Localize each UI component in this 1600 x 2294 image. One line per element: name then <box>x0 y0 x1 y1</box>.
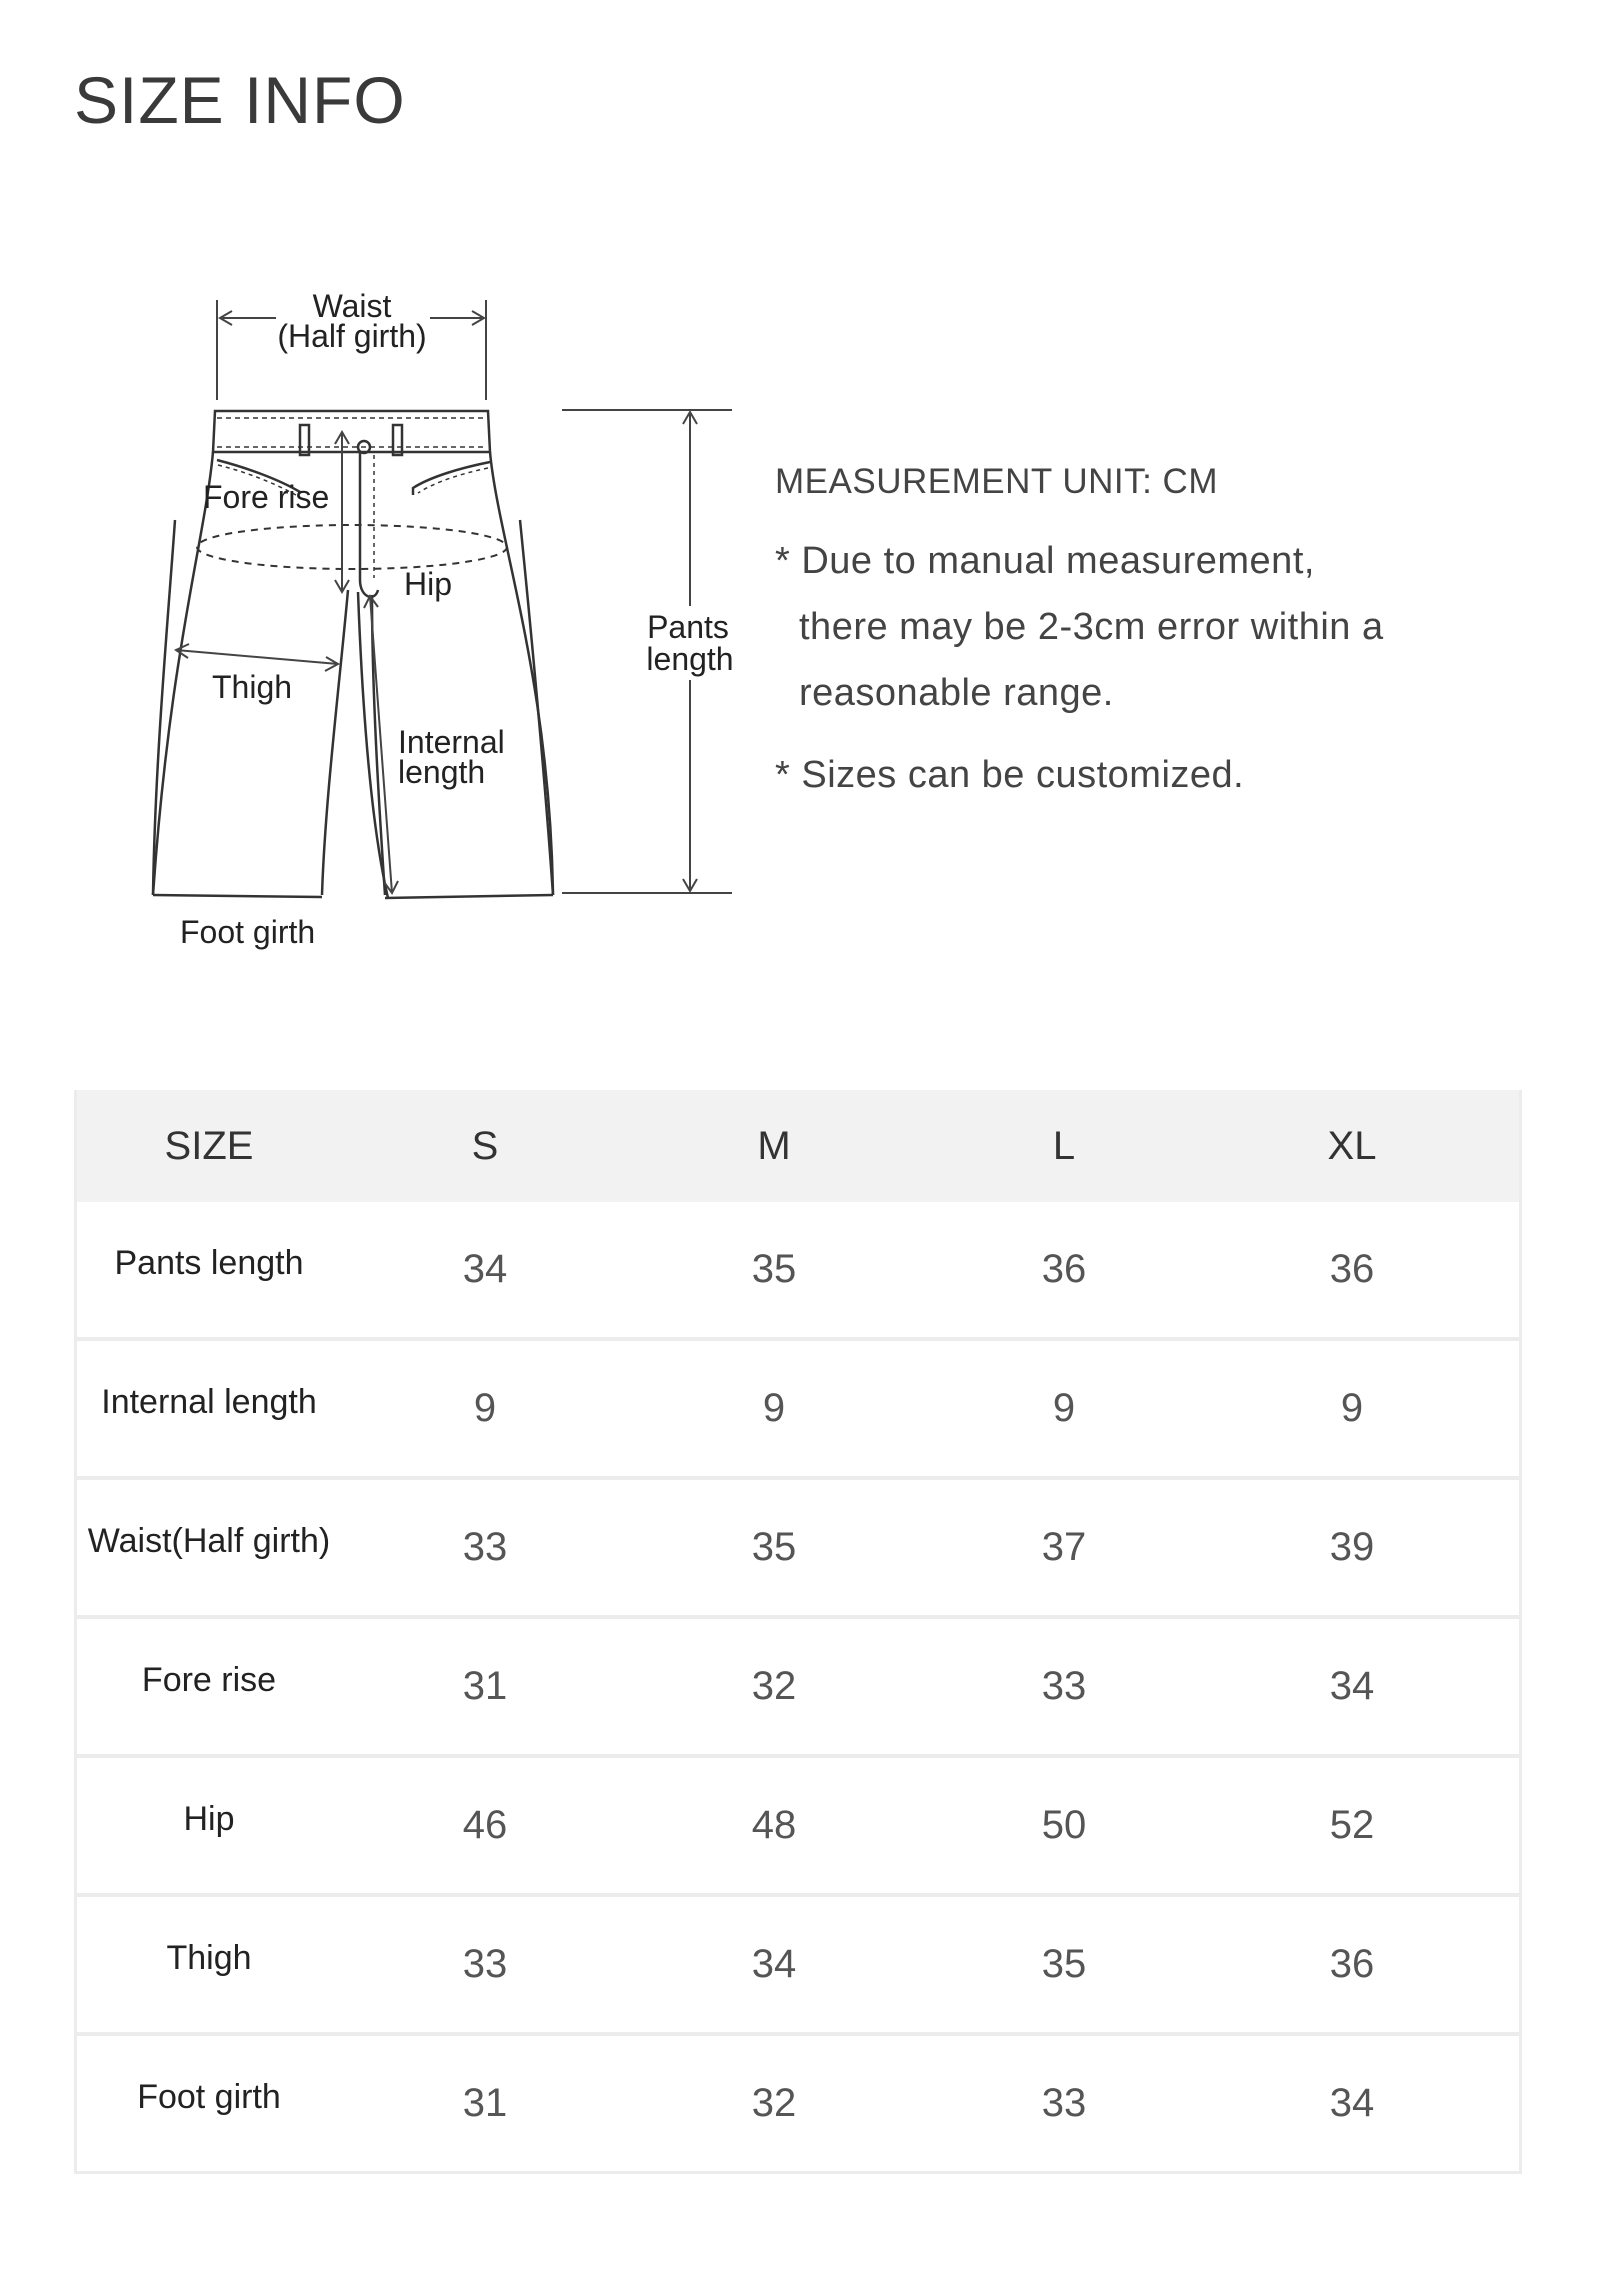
size-table <box>74 1090 1522 2174</box>
table-cell: 52 <box>1329 1803 1375 1847</box>
table-cell: 33 <box>462 1525 508 1569</box>
table-row <box>77 2036 1519 2171</box>
note-manual-measurement: * Due to manual measurement, there may be 2-3cm error within a reasonable range. <box>775 540 1384 714</box>
table-cell: 9 <box>1052 1386 1076 1430</box>
internal-length-label: Internal <box>398 724 505 760</box>
table-cell: 9 <box>762 1386 786 1430</box>
table-cell: 34 <box>1329 2081 1375 2125</box>
table-cell: 48 <box>751 1803 797 1847</box>
table-cell: 35 <box>751 1525 797 1569</box>
row-label: Hip <box>183 1800 235 1838</box>
table-cell: 34 <box>1329 1664 1375 1708</box>
table-header-cell: M <box>757 1123 791 1168</box>
table-cell: 33 <box>1041 1664 1087 1708</box>
table-cell: 9 <box>473 1386 497 1430</box>
waist-label: Waist <box>312 288 392 324</box>
table-row <box>77 1897 1519 2032</box>
row-label: Pants length <box>114 1244 304 1282</box>
page-title: SIZE INFO <box>74 63 406 137</box>
table-cell: 50 <box>1041 1803 1087 1847</box>
table-cell: 9 <box>1340 1386 1364 1430</box>
row-label: Waist(Half girth) <box>87 1522 331 1560</box>
table-cell: 37 <box>1041 1525 1087 1569</box>
internal-length-label-sub: length <box>398 754 486 790</box>
table-header-cell: L <box>1052 1123 1076 1168</box>
row-label: Fore rise <box>141 1661 277 1699</box>
table-cell: 33 <box>1041 2081 1087 2125</box>
table-cell: 39 <box>1329 1525 1375 1569</box>
row-label: Foot girth <box>137 2078 281 2116</box>
thigh-label: Thigh <box>212 669 293 705</box>
pants-length-label-sub: length <box>646 641 734 677</box>
table-header-cell: XL <box>1327 1123 1377 1168</box>
hip-measure-line <box>197 525 507 569</box>
table-header-cell: S <box>471 1123 499 1168</box>
table-row <box>77 1202 1519 1337</box>
table-row <box>77 1619 1519 1754</box>
table-cell: 34 <box>462 1247 508 1291</box>
table-cell: 32 <box>751 1664 797 1708</box>
table-cell: 34 <box>751 1942 797 1986</box>
table-cell: 36 <box>1329 1942 1375 1986</box>
table-cell: 32 <box>751 2081 797 2125</box>
foot-girth-label: Foot girth <box>180 914 316 950</box>
table-row <box>77 1758 1519 1893</box>
table-row <box>77 1341 1519 1476</box>
table-cell: 46 <box>462 1803 508 1847</box>
fore-rise-label: Fore rise <box>203 479 330 515</box>
hip-label: Hip <box>404 566 453 602</box>
table-cell: 31 <box>462 1664 508 1708</box>
row-label: Thigh <box>166 1939 252 1977</box>
table-cell: 35 <box>1041 1942 1087 1986</box>
table-row <box>77 1480 1519 1615</box>
table-cell: 36 <box>1041 1247 1087 1291</box>
row-label: Internal length <box>101 1383 317 1421</box>
measurement-unit: MEASUREMENT UNIT: CM <box>775 462 1218 501</box>
table-header-cell: SIZE <box>164 1123 254 1168</box>
note-customizable: * Sizes can be customized. <box>775 754 1245 796</box>
table-cell: 36 <box>1329 1247 1375 1291</box>
table-cell: 35 <box>751 1247 797 1291</box>
measurement-notes <box>775 462 1415 808</box>
table-header-row <box>77 1090 1519 1202</box>
thigh-arrow <box>176 644 338 671</box>
table-cell: 33 <box>462 1942 508 1986</box>
pants-length-label: Pants <box>647 609 729 645</box>
table-cell: 31 <box>462 2081 508 2125</box>
waist-label-sub: (Half girth) <box>277 318 427 354</box>
